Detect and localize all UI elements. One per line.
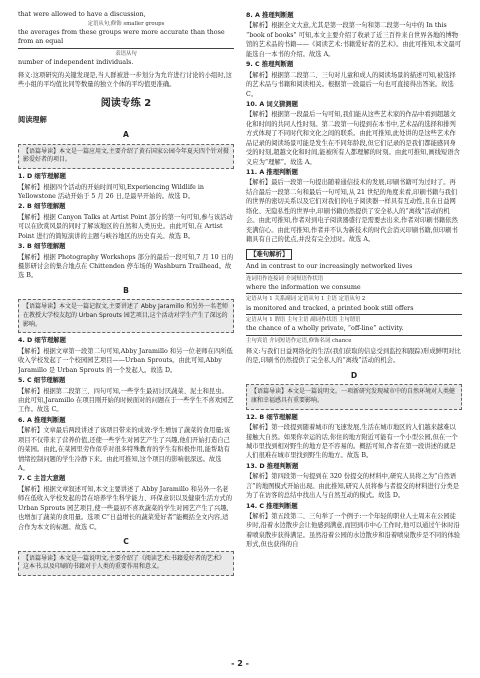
- hs-ann-4: 主句宾语 介词短语作定语,修饰名词 chance: [246, 337, 352, 344]
- right-column: [246, 10, 462, 650]
- passage-a-answers: [18, 172, 234, 281]
- hs-ann-2: 定语从句 1 关系副词 定语从句 1 主语 定语从句 2: [246, 296, 366, 303]
- left-column: [18, 10, 234, 650]
- question-explanation: 【解析】根据全文大意,尤其是第一段第一句和第二段第一句中的 In this “book of books” 可知,本文主要介绍了收录了近三百件来自世界各地的博物馆的艺术品的书籍——《阅读艺术:书籍爱好者的艺术》。由此可推知,本文最可能选自一本书的介绍。故选 A。: [246, 22, 462, 58]
- question-explanation: 【解析】第一段提到随着城市的飞速发展,生活在城市地区的人们越来越难以接触大自然。如果你幸运的话,你住的地方附近可能有一个小型公园,但在一个城市里找到相对野生的地方是不容易的。概括可知,作者在第一段讲述的就是人们很难在城市里找到野生的地方。故选 B。: [246, 424, 458, 460]
- question-explanation: 【解析】根据 Canyon Talks at Artist Point 部分的第一句可知,参与该活动可以在欣赏风景的同时了解该地区的自然和人类历史。由此可知,在 Artist Point 进行的简短演讲的主题与峡谷地区的历史有关。故选 B。: [18, 213, 233, 240]
- annotation-1-text: 定语从句,修饰 smaller groups: [87, 20, 165, 27]
- passage-guide-d: 【语篇导读】本文是一篇说明文。一项新研究发现城市中的自然环境对人类健康和幸福感具有重要影响。: [246, 384, 462, 409]
- passage-letter-c: C: [123, 537, 129, 547]
- annotation-2: [18, 50, 234, 58]
- question-heading: 4. D 细节理解题: [18, 337, 66, 345]
- sentence-line-3: number of independent individuals.: [18, 58, 134, 67]
- hs-ann-3: 定语从句 1 谓语 主句主语 副词作状语 主句谓语: [246, 317, 361, 324]
- hs-ann-1: 连词用作连接词 介词短语作状语: [246, 275, 324, 282]
- question-explanation: 【解析】文章最后两段讲述了该项目带来的成效:学生增加了蔬菜的食用量;该项目不仅带来了营养价值,还使一些学生对园艺产生了兴趣,他们开始打造自己的菜园。由此,在菜园里劳作似乎对很多特殊教育的学生有积极作用,能帮助有情绪控制问题的学生冷静下来。由此可推知,这个项目的影响很深远。故选 A。: [18, 427, 231, 473]
- passage-letter-b: B: [123, 285, 129, 295]
- passage-d-answers: [246, 413, 462, 550]
- hs-line-1: And in contrast to our increasingly networked lives: [246, 262, 462, 274]
- question-explanation: 【解析】根据第一段最后一句可知,我们能从这些艺术家的作品中看到超越文化和时间的共同人性时刻。第二段第一句提到在本书中,艺术品的选择和排列方式体现了不同时代和文化之间的联系。由此可推知,此处讲的是这些艺术作品记录的阅读场景可能是发生在不同年龄段,但它们记录的是我们都能感同身受的时刻,超越文化和时间,能被所有人都理解的时刻。由此可推知,画线短语含义应为“理解”。故选 A。: [246, 111, 460, 166]
- question-heading: 6. A 推理判断题: [18, 416, 66, 424]
- hs-line-2: where the information we consume: [246, 283, 462, 295]
- annotation-2-text: 表语从句: [115, 50, 137, 57]
- question-heading: 9. C 推理判断题: [246, 61, 294, 69]
- question-heading: 13. D 推理判断题: [246, 462, 299, 470]
- question-explanation: 【解析】根据文章叙述可知,本文主要讲述了 Abby Jaramillo 和另外一名老师在低收入学校发起的旨在培养学生科学能力、环保意识以及健康生活方式的 Urban Sprouts 园艺项目,使一些最初不喜欢蔬菜的学生对园艺产生了兴趣,也增加了蔬菜的食用量。选项 C“日益增长的蔬菜爱好者”能概括全文内容,适合作为本文的标题。故选 C。: [18, 485, 233, 531]
- question-explanation: 【解析】根据第二段第二、三句对儿童和成人的阅读场景的描述可知,被选择的艺术品与书籍和阅读相关。根据第一段最后一句也可直接得出答案。故选 C。: [246, 71, 456, 98]
- hs-translation: 释义:与我们日益网络化的生活(我们获取的信息受到监控和跟踪)形成鲜明对比的是,印刷书仍然提供了完全私人的“离线”活动的机会。: [246, 347, 461, 365]
- passage-guide-b: 【语篇导读】本文是一篇记叙文,主要讲述了 Abby Jaramillo 和另外一名老师在教授大学校友起的 Urban Sprouts 园艺项目,这个活动对学生产生了深远的影响。: [18, 299, 234, 333]
- question-heading: 2. B 细节理解题: [18, 203, 66, 211]
- page-number: - 2 -: [231, 659, 249, 668]
- passage-letter-a: A: [123, 130, 129, 140]
- main-title: 阅读专练 2: [100, 97, 152, 109]
- passage-guide-c: 【语篇导读】本文是一篇说明文,主要介绍了《阅读艺术:书籍爱好者的艺术》这本书,以及印刷的书籍对于人类的重要作用和意义。: [18, 551, 234, 576]
- question-heading: 12. B 细节理解题: [246, 413, 298, 421]
- question-heading: 11. A 推理判断题: [246, 169, 298, 176]
- passage-guide-a: 【语篇导读】本文是一篇应用文,主要介绍了黄石国家公园今年夏天四个针对摄影爱好者的项目。: [18, 144, 234, 169]
- question-heading: 10. A 词义猜测题: [246, 100, 298, 108]
- question-explanation: 【解析】第五段第二、三句举了一个例子:一个年轻的职业人士周末在公园徒步时,沿着水边散步会让他感到满意,而回到市中心工作时,他可以通过午休时沿着喷泉散步获得满足。虽然沿着公园的水边散步和沿着喷泉散步是不同的体验形式,但也获得的自: [246, 513, 461, 549]
- hs-line-4: the chance of a wholly private, “off-line” activity.: [246, 324, 462, 336]
- sentence-line-1: that were allowed to have a discussion,: [18, 10, 146, 18]
- passage-b-answers: [18, 336, 234, 532]
- two-column-layout: [18, 10, 462, 650]
- section-title: 阅读理解: [18, 114, 47, 124]
- difficult-sentence-label: 【难句解析】: [246, 249, 292, 261]
- sentence-line-2: the averages from these groups were more accurate than those from an equal: [18, 28, 234, 49]
- question-explanation: 【解析】根据 Photography Workshops 部分的最后一段可知,7 月 10 日的摄影研讨会的集合地点在 Chittenden 停车场的 Washburn Trailhead。故选 B。: [18, 253, 234, 280]
- question-heading: 1. D 细节理解题: [18, 173, 66, 181]
- passage-letter-d: D: [350, 370, 358, 380]
- question-heading: 14. C 推理判断题: [246, 502, 298, 510]
- hs-line-3: is monitored and tracked, a printed book still offers: [246, 304, 462, 316]
- sentence-translation: 释义:这项研究的关键发现是,当人群被进一步划分为允许进行讨论的小组时,这些小组的平均值比同等数量的独立个体的平均值更准确。: [18, 71, 232, 89]
- question-heading: 5. C 细节理解题: [18, 377, 66, 385]
- question-explanation: 【解析】最后一段第一句提出随着通信技术的发展,印刷书籍可为过时了。再结合最后一段第二句和最后一句可知,从 21 世纪的角度来看,印刷书籍与我们的世界的密切关系以及它们对我们的电子阅读器一样具有互动性,且在日益网络化、无隐私性的世界中,印刷书籍仍然提供了安全私人的“离线”活动的机会。由此可推知,作者对到电子阅读器盛行是需要去出来,作者对印刷书籍依然充满信心。由此可推知,作者并不认为新技术的时代会消灭印刷书籍,但印刷书籍具有自己的优点,并没有完全过时。故选 A。: [246, 179, 458, 244]
- question-heading: 3. B 细节理解题: [18, 243, 66, 251]
- question-heading: 7. C 主旨大意题: [18, 475, 66, 483]
- question-explanation: 【解析】第四段第一句提到在 320 份提交的材料中,研究人员将之为“自然语言”的地图模式开始出现。由此推知,研究人员将参与者提交的材料进行分类是为了在访客的总结中找出人与自然互动的模式。故选 D。: [246, 473, 460, 500]
- question-explanation: 【解析】根据四个活动的开始时间可知,Experiencing Wildlife in Yellowstone 活动开始于 5 月 26 日,是最早开始的。故选 D。: [18, 183, 204, 200]
- question-explanation: 【解析】根据第二段第三、四句可知,一些学生最初讨厌蔬菜、泥土和昆虫。由此可知,Jaramillo 在项目刚开始的时候面对的问题在于一些学生不喜欢园艺工作。故选 C。: [18, 387, 234, 414]
- annotation-1: [18, 20, 234, 28]
- passage-c-answers: [246, 11, 462, 245]
- question-heading: 8. A 推理判断题: [246, 12, 294, 19]
- question-explanation: 【解析】根据文章第一段第二句可知,Abby Jaramillo 和另一位老师在四所低收入学校发起了一个校园园艺项目——Urban Sprouts。由此可知,Abby Jaramillo 是 Urban Sprouts 的一个发起人。故选 D。: [18, 347, 233, 374]
